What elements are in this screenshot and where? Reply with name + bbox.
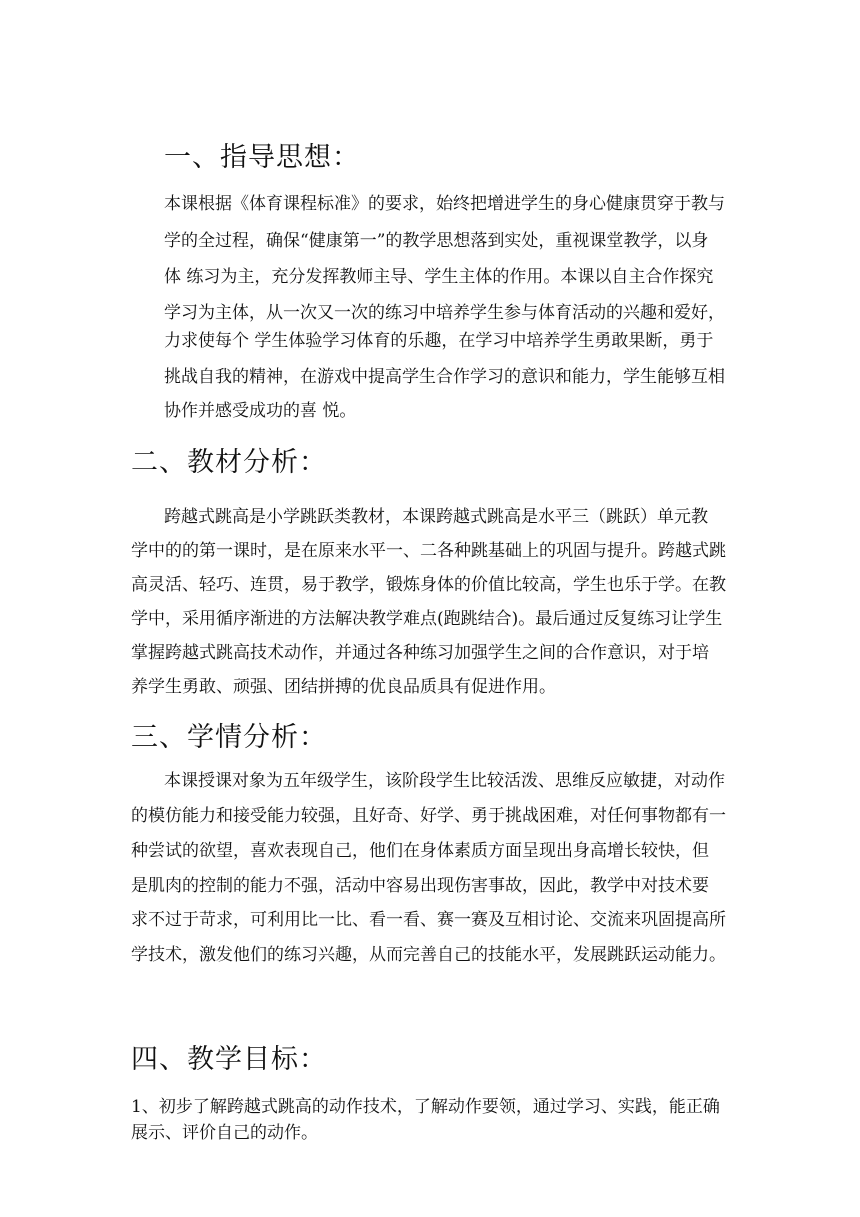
paragraph-line: 挑战自我的精神，在游戏中提高学生合作学习的意识和能力，学生能够互相 xyxy=(164,367,725,387)
section-heading-material-analysis: 二、教材分析： xyxy=(131,447,327,478)
paragraph-line: 本课授课对象为五年级学生，该阶段学生比较活泼、思维反应敏捷，对动作 xyxy=(164,771,725,791)
section-heading-student-analysis: 三、学情分析： xyxy=(131,722,327,753)
paragraph-line: 协作并感受成功的喜 悦。 xyxy=(164,401,357,421)
paragraph-line: 体 练习为主，充分发挥教师主导、学生主体的作用。本课以自主合作探究 xyxy=(164,267,714,287)
paragraph-line: 学中，采用循序渐进的方法解决教学难点(跑跳结合)。最后通过反复练习让学生 xyxy=(131,609,723,629)
paragraph-line: 1、初步了解跨越式跳高的动作技术，了解动作要领，通过学习、实践，能正确 xyxy=(131,1097,720,1117)
paragraph-line: 养学生勇敢、顽强、团结拼搏的优良品质具有促进作用。 xyxy=(131,677,556,697)
paragraph-line: 展示、评价自己的动作。 xyxy=(131,1123,318,1143)
paragraph-line: 学技术，激发他们的练习兴趣，从而完善自己的技能水平，发展跳跃运动能力。 xyxy=(131,945,726,965)
paragraph-line: 是肌肉的控制的能力不强，活动中容易出现伤害事故，因此，教学中对技术要 xyxy=(131,876,709,896)
paragraph-line: 力求使每个 学生体验学习体育的乐趣，在学习中培养学生勇敢果断，勇于 xyxy=(164,331,714,351)
paragraph-line: 学的全过程，确保“健康第一”的教学思想落到实处，重视课堂教学，以身 xyxy=(164,231,709,251)
section-heading-guiding-ideology: 一、指导思想： xyxy=(164,142,360,173)
paragraph-line: 种尝试的欲望，喜欢表现自己，他们在身体素质方面呈现出身高增长较快，但 xyxy=(131,841,709,861)
paragraph-line: 掌握跨越式跳高技术动作，并通过各种练习加强学生之间的合作意识，对于培 xyxy=(131,643,709,663)
paragraph-line: 本课根据《体育课程标准》的要求，始终把增进学生的身心健康贯穿于教与 xyxy=(164,194,725,214)
section-heading-teaching-objectives: 四、教学目标： xyxy=(131,1044,327,1075)
paragraph-line: 求不过于苛求，可利用比一比、看一看、赛一赛及互相讨论、交流来巩固提高所 xyxy=(131,910,726,930)
paragraph-line: 学中的的第一课时，是在原来水平一、二各种跳基础上的巩固与提升。跨越式跳 xyxy=(131,541,726,561)
paragraph-line: 的模仿能力和接受能力较强，且好奇、好学、勇于挑战困难，对任何事物都有一 xyxy=(131,806,726,826)
paragraph-line: 跨越式跳高是小学跳跃类教材，本课跨越式跳高是水平三（跳跃）单元教 xyxy=(164,507,708,527)
paragraph-line: 高灵活、轻巧、连贯，易于教学，锻炼身体的价值比较高，学生也乐于学。在教 xyxy=(131,575,726,595)
paragraph-line: 学习为主体，从一次又一次的练习中培养学生参与体育活动的兴趣和爱好， xyxy=(164,303,725,323)
